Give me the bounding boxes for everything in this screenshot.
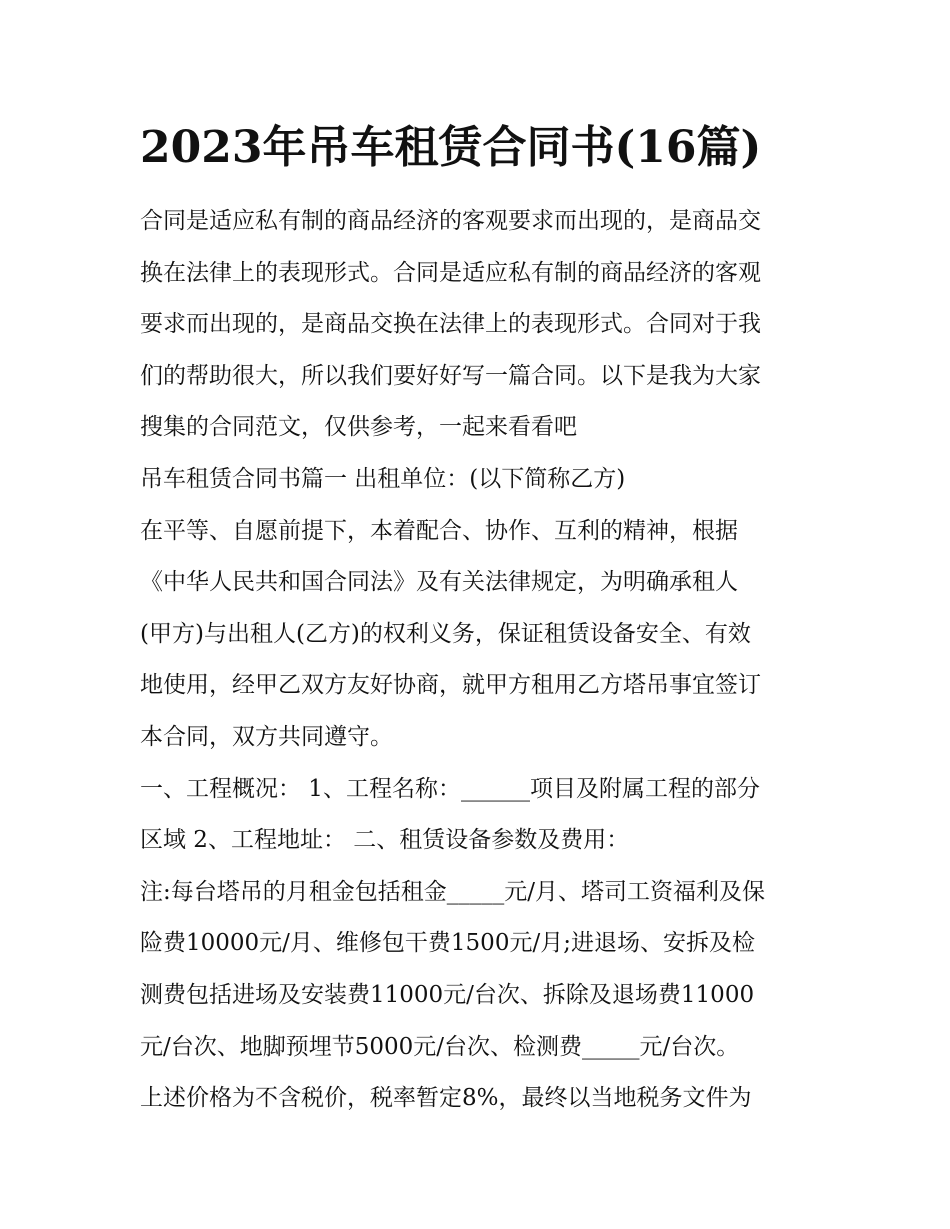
- body-line-10: 地使用，经甲乙双方友好协商，就甲方租用乙方塔吊事宜签订: [140, 672, 761, 699]
- body-line-17: 元/台次、地脚预埋节5000元/台次、检测费_____元/台次。: [140, 1033, 740, 1060]
- document-title: 2023年吊车租赁合同书(16篇): [140, 122, 762, 173]
- body-line-1: 合同是适应私有制的商品经济的客观要求而出现的，是商品交: [140, 208, 761, 234]
- section-heading-line: 吊车租赁合同书篇一 出租单位：(以下简称乙方): [140, 465, 626, 492]
- body-line-7: 在平等、自愿前提下，本着配合、协作、互利的精神，根据: [140, 517, 738, 544]
- body-line-12: 一、工程概况： 1、工程名称：______项目及附属工程的部分: [140, 775, 760, 802]
- document-body: [140, 196, 820, 1125]
- body-line-9: (甲方)与出租人(乙方)的权利义务，保证租赁设备安全、有效: [140, 620, 751, 647]
- body-line-2: 换在法律上的表现形式。合同是适应私有制的商品经济的客观: [140, 259, 761, 286]
- body-line-13: 区域 2、工程地址： 二、租赁设备参数及费用：: [140, 827, 630, 854]
- body-line-11: 本合同，双方共同遵守。: [140, 723, 393, 750]
- body-line-18: 上述价格为不含税价，税率暂定8%，最终以当地税务文件为: [140, 1085, 752, 1112]
- body-line-16: 测费包括进场及安装费11000元/台次、拆除及退场费11000: [140, 981, 755, 1008]
- body-line-14: 注:每台塔吊的月租金包括租金_____元/月、塔司工资福利及保: [140, 878, 765, 905]
- body-line-5: 搜集的合同范文，仅供参考，一起来看看吧: [140, 414, 577, 441]
- body-line-3: 要求而出现的，是商品交换在法律上的表现形式。合同对于我: [140, 311, 761, 338]
- body-line-15: 险费10000元/月、维修包干费1500元/月;进退场、安拆及检: [140, 930, 755, 957]
- body-line-8: 《中华人民共和国合同法》及有关法律规定，为明确承租人: [140, 569, 738, 596]
- body-line-4: 们的帮助很大，所以我们要好好写一篇合同。以下是我为大家: [140, 362, 761, 389]
